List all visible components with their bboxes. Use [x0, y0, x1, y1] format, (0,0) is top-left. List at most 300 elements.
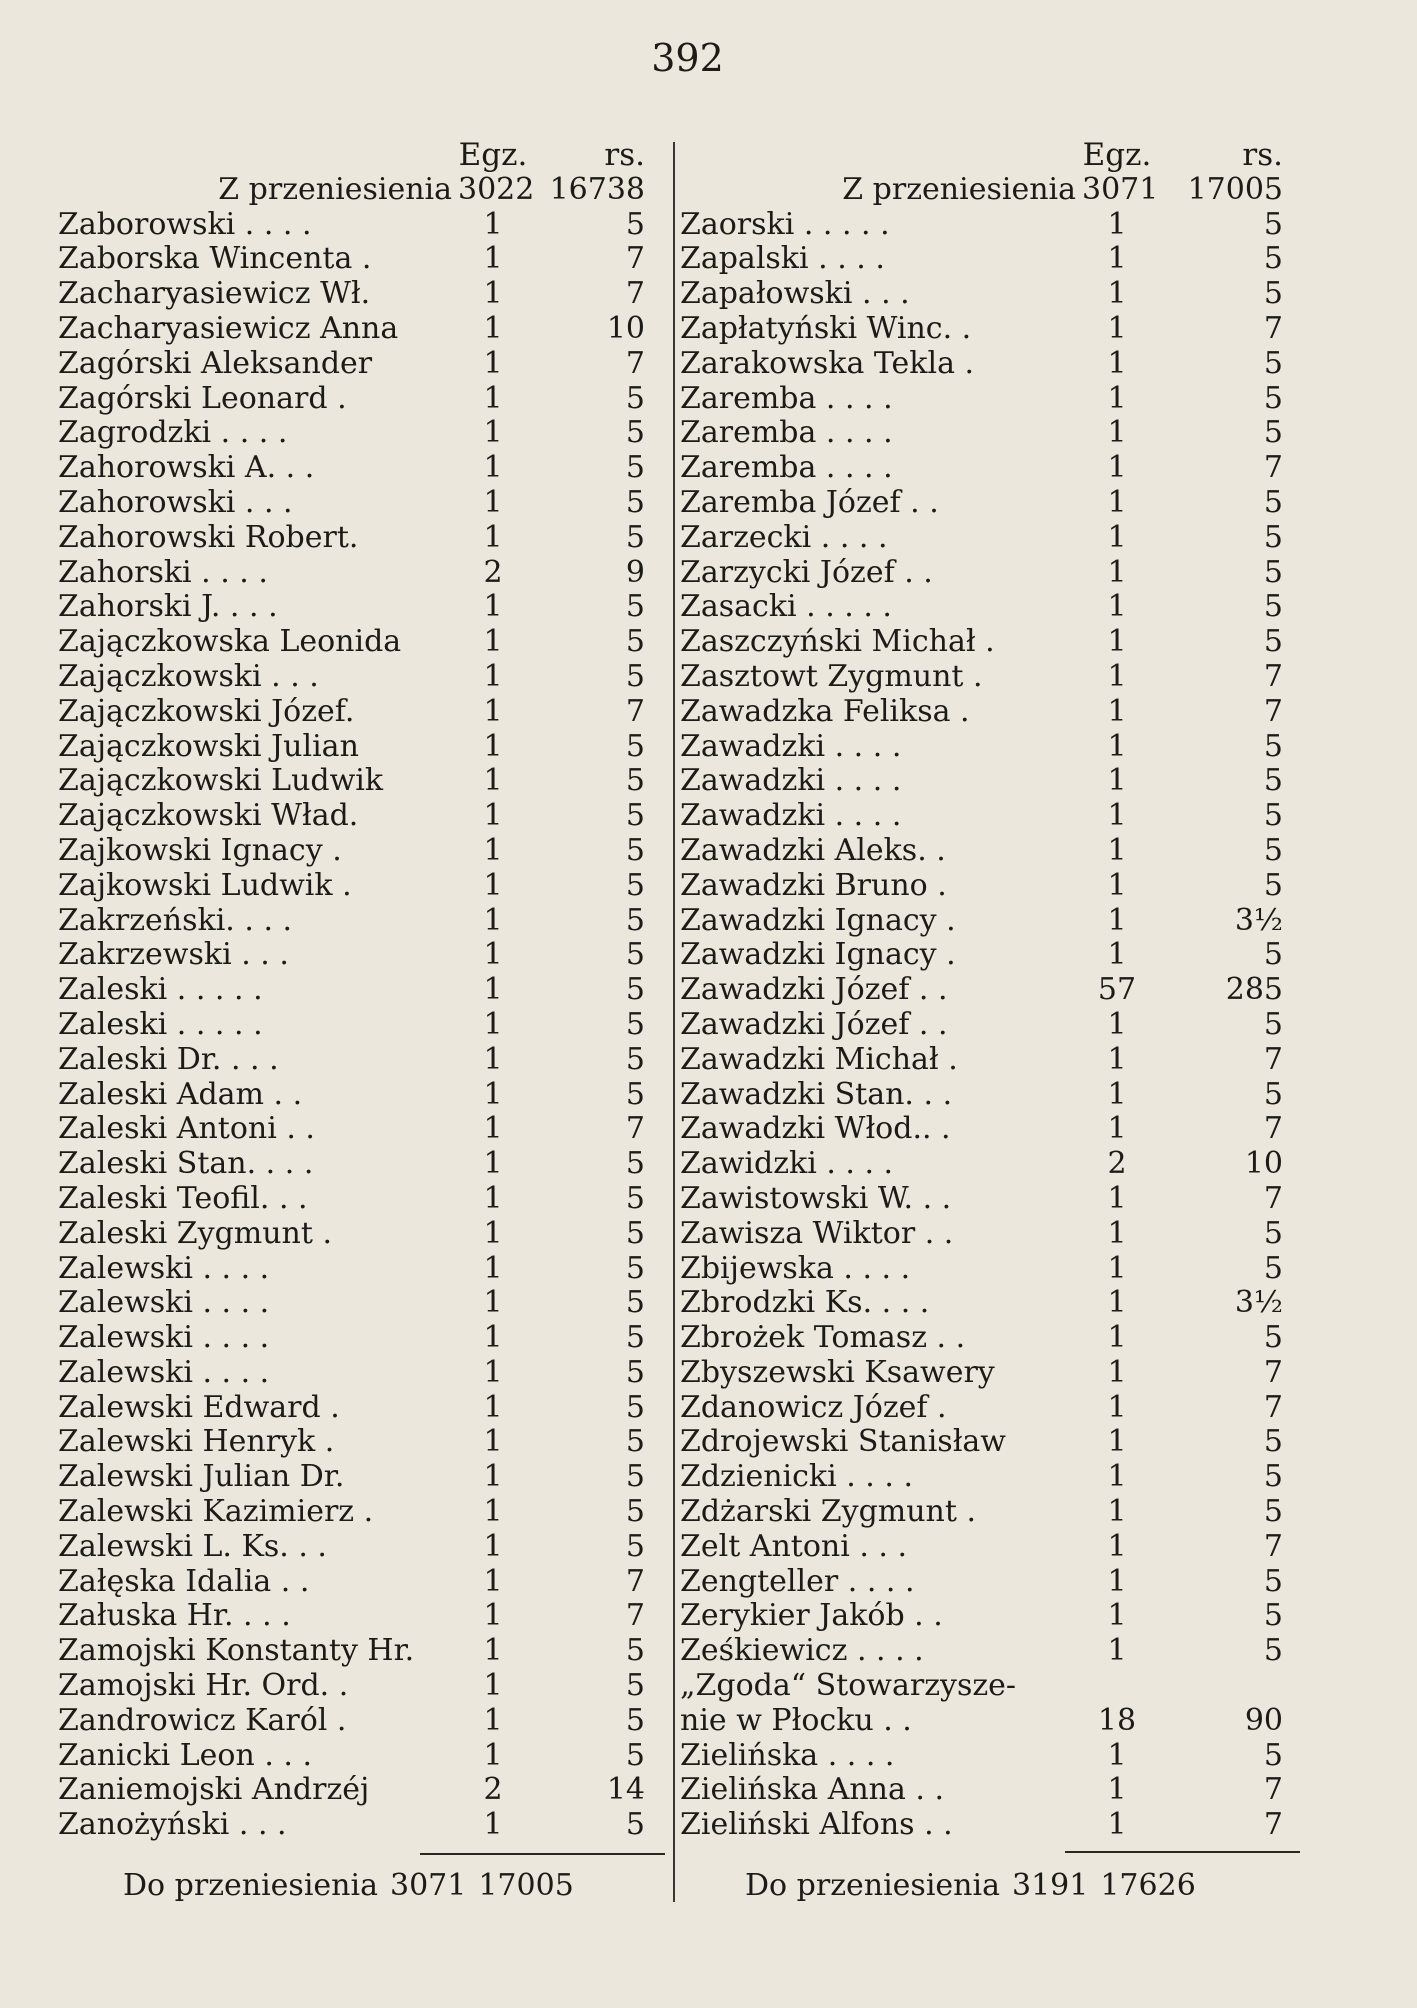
carry-in-egz: 3022	[458, 171, 535, 207]
entry-egz: 1	[483, 1702, 503, 1738]
entry-egz: 1	[483, 832, 503, 868]
entry-rs: 7	[625, 1111, 645, 1147]
entry-rs: 7	[625, 345, 645, 381]
entry-egz: 1	[1107, 937, 1127, 973]
list-item	[680, 1808, 1300, 1843]
entry-name: Zieliński Alfons . .	[680, 1808, 953, 1843]
entry-name: Zajkowski Ludwik .	[58, 868, 352, 903]
entry-rs: 7	[1263, 310, 1283, 346]
entry-name: Zajączkowski Wład.	[58, 799, 359, 834]
entry-name: Zajączkowski Ludwik	[58, 764, 384, 799]
entry-egz: 2	[1107, 1146, 1127, 1182]
list-item	[680, 730, 1300, 765]
list-item	[58, 973, 658, 1008]
entry-egz: 1	[1107, 345, 1127, 381]
entry-rs: 5	[625, 450, 645, 486]
list-item	[680, 869, 1300, 904]
entry-name: Zasacki . . . . .	[680, 590, 892, 625]
list-item	[680, 764, 1300, 799]
carry-out-label: Do przeniesienia	[123, 1868, 378, 1903]
left-carry-out	[123, 1868, 586, 1903]
entry-rs: 5	[625, 658, 645, 694]
list-item	[680, 799, 1300, 834]
entry-rs: 5	[625, 1320, 645, 1356]
entry-rs: 5	[1263, 1494, 1283, 1530]
entry-name: Zawadzki Włod.. .	[680, 1112, 951, 1147]
list-item	[680, 1252, 1300, 1287]
list-item	[680, 1112, 1300, 1147]
right-column	[680, 138, 1300, 1843]
entry-name: Zakrzeński. . . .	[58, 903, 293, 938]
entry-name: Zawidzki . . . .	[680, 1147, 894, 1182]
list-item	[58, 347, 658, 382]
list-item	[680, 486, 1300, 521]
entry-egz: 1	[483, 624, 503, 660]
list-item	[58, 1286, 658, 1321]
entry-egz: 1	[483, 1424, 503, 1460]
entry-name: Zajączkowski . . .	[58, 659, 319, 694]
entry-egz: 1	[1107, 1528, 1127, 1564]
list-item	[680, 1704, 1300, 1739]
entry-rs: 5	[1263, 1215, 1283, 1251]
entry-rs: 10	[1244, 1146, 1283, 1182]
list-item	[58, 451, 658, 486]
egz-header: Egz.	[458, 137, 528, 173]
list-item	[680, 1078, 1300, 1113]
entry-name: Zamojski Konstanty Hr.	[58, 1634, 415, 1669]
list-item	[58, 242, 658, 277]
entry-rs: 7	[1263, 1111, 1283, 1147]
entry-name: Zamojski Hr. Ord. .	[58, 1669, 349, 1704]
entry-rs: 7	[1263, 1354, 1283, 1390]
entry-rs: 5	[1263, 415, 1283, 451]
list-item	[58, 1565, 658, 1600]
entry-egz: 1	[1107, 206, 1127, 242]
list-item	[58, 1252, 658, 1287]
entry-egz: 1	[483, 1563, 503, 1599]
entry-egz: 1	[1107, 1772, 1127, 1808]
entry-name: Zaszczyński Michał .	[680, 625, 995, 660]
entry-egz: 1	[1107, 1111, 1127, 1147]
entry-rs: 7	[1263, 1528, 1283, 1564]
list-item	[680, 1599, 1300, 1634]
entry-rs: 5	[625, 1459, 645, 1495]
entry-egz: 1	[483, 206, 503, 242]
entry-name: Zaborowski . . . .	[58, 207, 312, 242]
list-item	[58, 660, 658, 695]
entry-rs: 5	[1263, 276, 1283, 312]
list-item	[58, 869, 658, 904]
entry-rs: 5	[625, 415, 645, 451]
carry-out-rs: 17626	[1100, 1868, 1196, 1903]
entry-egz: 1	[1107, 554, 1127, 590]
entry-name: Załęska Idalia . .	[58, 1564, 310, 1599]
entry-rs: 9	[625, 554, 645, 590]
entry-egz: 1	[483, 1633, 503, 1669]
entry-rs: 5	[625, 1006, 645, 1042]
entry-name: Zajączkowski Józef.	[58, 694, 355, 729]
entry-rs: 3½	[1234, 1285, 1283, 1321]
entry-name: Zaremba . . . .	[680, 416, 893, 451]
entry-egz: 1	[1107, 798, 1127, 834]
carry-out-label: Do przeniesienia	[745, 1868, 1000, 1903]
entry-egz: 1	[1107, 1633, 1127, 1669]
entry-rs: 285	[1225, 972, 1283, 1008]
left-total-rule	[420, 1853, 665, 1855]
list-item	[680, 1773, 1300, 1808]
list-item	[680, 1495, 1300, 1530]
entry-name: Zahorski J. . . .	[58, 590, 278, 625]
entry-rs: 5	[1263, 798, 1283, 834]
entry-name: Zengteller . . . .	[680, 1564, 915, 1599]
entry-egz: 1	[483, 380, 503, 416]
entry-name: Zawadzki Aleks. .	[680, 833, 946, 868]
carry-in-label: Z przeniesienia	[842, 171, 1076, 207]
entry-rs: 5	[1263, 1006, 1283, 1042]
entry-name: Zelt Antoni . . .	[680, 1529, 908, 1564]
list-item	[680, 590, 1300, 625]
entry-rs: 5	[1263, 1250, 1283, 1286]
entry-name: Zaniemojski Andrzéj	[58, 1773, 370, 1808]
entry-rs: 5	[625, 1250, 645, 1286]
carry-in-label: Z przeniesienia	[218, 171, 452, 207]
entry-egz: 1	[483, 241, 503, 277]
entry-rs: 5	[1263, 867, 1283, 903]
entry-rs: 5	[625, 1041, 645, 1077]
entry-egz: 1	[1107, 1180, 1127, 1216]
list-item	[680, 1669, 1300, 1704]
list-item	[680, 312, 1300, 347]
entry-egz: 1	[1107, 310, 1127, 346]
entry-name: Zalewski . . . .	[58, 1321, 270, 1356]
entry-egz: 1	[483, 1285, 503, 1321]
entry-rs: 5	[625, 1702, 645, 1738]
left-column-header	[58, 138, 658, 173]
list-item	[680, 1286, 1300, 1321]
list-item	[680, 208, 1300, 243]
entry-name: Zacharyasiewicz Wł.	[58, 277, 371, 312]
entry-rs: 14	[606, 1772, 645, 1808]
entry-name: Zarzecki . . . .	[680, 520, 888, 555]
entry-name: Zaborska Wincenta .	[58, 242, 372, 277]
entry-egz: 1	[483, 693, 503, 729]
list-item	[680, 382, 1300, 417]
entry-rs: 5	[625, 484, 645, 520]
entry-name: Zbrodzki Ks. . . .	[680, 1286, 930, 1321]
entry-rs: 5	[625, 1528, 645, 1564]
entry-egz: 1	[483, 763, 503, 799]
entry-egz: 1	[483, 1041, 503, 1077]
entry-name: Zalewski Henryk .	[58, 1425, 335, 1460]
entry-egz: 1	[1107, 1494, 1127, 1530]
list-item	[58, 1112, 658, 1147]
entry-name: Zajączkowska Leonida	[58, 625, 402, 660]
entry-rs: 5	[625, 1146, 645, 1182]
entry-egz: 1	[1107, 241, 1127, 277]
entry-name: Zawadzki Stan. . .	[680, 1077, 953, 1112]
entry-name: Zandrowicz Karól .	[58, 1703, 347, 1738]
list-item	[680, 556, 1300, 591]
list-item	[58, 938, 658, 973]
entry-rs: 5	[625, 902, 645, 938]
entry-rs: 5	[625, 1215, 645, 1251]
entry-rs: 5	[1263, 519, 1283, 555]
entry-name: Zawadzki Michał .	[680, 1042, 958, 1077]
right-column-header	[680, 138, 1300, 173]
entry-name: Zdzienicki . . . .	[680, 1460, 913, 1495]
entry-rs: 5	[1263, 832, 1283, 868]
entry-egz: 1	[1107, 1041, 1127, 1077]
entry-egz: 1	[483, 1146, 503, 1182]
list-item	[58, 730, 658, 765]
carry-out-egz: 3191	[1011, 1868, 1089, 1903]
entry-rs: 5	[625, 1424, 645, 1460]
list-item	[58, 1530, 658, 1565]
entry-name: Zagórski Leonard .	[58, 381, 347, 416]
list-item	[58, 1460, 658, 1495]
list-item	[680, 1425, 1300, 1460]
entry-rs: 5	[625, 519, 645, 555]
list-item	[58, 1217, 658, 1252]
entry-name: Zahorowski A. . .	[58, 451, 315, 486]
entry-egz: 1	[1107, 1354, 1127, 1390]
list-item	[680, 521, 1300, 556]
entry-rs: 7	[1263, 1389, 1283, 1425]
list-item	[58, 1182, 658, 1217]
entry-rs: 5	[1263, 345, 1283, 381]
entry-egz: 1	[483, 937, 503, 973]
entry-rs: 5	[1263, 1563, 1283, 1599]
list-item	[680, 904, 1300, 939]
list-item	[58, 764, 658, 799]
entry-name: Zaremba . . . .	[680, 451, 893, 486]
entry-rs: 7	[625, 1563, 645, 1599]
right-entries	[680, 208, 1300, 1843]
entry-name: „Zgoda“ Stowarzysze-	[680, 1669, 1017, 1704]
entry-rs: 5	[625, 867, 645, 903]
entry-rs: 5	[1263, 554, 1283, 590]
entry-rs: 3½	[1234, 902, 1283, 938]
entry-name: Zawistowski W. . .	[680, 1181, 952, 1216]
entry-name: Zbyszewski Ksawery	[680, 1355, 995, 1390]
entry-egz: 1	[483, 1807, 503, 1843]
entry-rs: 7	[625, 693, 645, 729]
entry-egz: 1	[1107, 589, 1127, 625]
entry-rs: 5	[1263, 1459, 1283, 1495]
entry-egz: 57	[1097, 972, 1137, 1008]
list-item	[680, 416, 1300, 451]
list-item	[680, 277, 1300, 312]
list-item	[58, 382, 658, 417]
entry-egz: 1	[1107, 450, 1127, 486]
entry-name: Zawadzki Józef . .	[680, 1007, 948, 1042]
entry-egz: 1	[1107, 624, 1127, 660]
entry-egz: 1	[1107, 519, 1127, 555]
left-carry-in	[58, 173, 658, 208]
entry-rs: 5	[1263, 1633, 1283, 1669]
entry-name: Zalewski . . . .	[58, 1355, 270, 1390]
entry-rs: 5	[625, 206, 645, 242]
entry-rs: 7	[625, 241, 645, 277]
entry-rs: 5	[625, 728, 645, 764]
entry-name: Zapłatyński Winc. .	[680, 311, 972, 346]
entry-name: Zielińska Anna . .	[680, 1773, 945, 1808]
left-column	[58, 138, 658, 1843]
entry-name: Załuska Hr. . . .	[58, 1599, 291, 1634]
entry-rs: 5	[625, 1285, 645, 1321]
entry-name: Zalewski . . . .	[58, 1251, 270, 1286]
entry-rs: 7	[1263, 693, 1283, 729]
entry-name: Zaleski Antoni . .	[58, 1112, 315, 1147]
entry-rs: 5	[1263, 1320, 1283, 1356]
entry-name: Zaleski Stan. . . .	[58, 1147, 314, 1182]
carry-in-rs: 17005	[1187, 171, 1283, 207]
entry-name: Zdanowicz Józef .	[680, 1390, 947, 1425]
entry-name: Zacharyasiewicz Anna	[58, 311, 399, 346]
entry-rs: 5	[625, 1076, 645, 1112]
entry-name: Zaleski Zygmunt .	[58, 1216, 332, 1251]
entry-egz: 1	[483, 1180, 503, 1216]
entry-egz: 1	[483, 867, 503, 903]
carry-in-rs: 16738	[549, 171, 645, 207]
entry-rs: 5	[625, 1180, 645, 1216]
entry-name: Zagrodzki . . . .	[58, 416, 288, 451]
list-item	[58, 277, 658, 312]
list-item	[58, 312, 658, 347]
entry-rs: 7	[1263, 1807, 1283, 1843]
entry-name: Zalewski Edward .	[58, 1390, 340, 1425]
entry-rs: 5	[1263, 937, 1283, 973]
entry-name: Zahorowski Robert.	[58, 520, 359, 555]
list-item	[58, 1634, 658, 1669]
list-item	[58, 1704, 658, 1739]
entry-name: Zdżarski Zygmunt .	[680, 1495, 977, 1530]
entry-rs: 7	[1263, 1180, 1283, 1216]
list-item	[58, 1147, 658, 1182]
entry-name: Zaleski . . . . .	[58, 973, 263, 1008]
entry-rs: 5	[1263, 241, 1283, 277]
entry-egz: 1	[483, 1494, 503, 1530]
entry-rs: 5	[625, 1633, 645, 1669]
entry-egz: 1	[483, 1668, 503, 1704]
entry-egz: 1	[483, 589, 503, 625]
egz-header: Egz.	[1082, 137, 1152, 173]
entry-egz: 1	[483, 1459, 503, 1495]
page-number: 392	[651, 36, 724, 80]
entry-name: Zalewski . . . .	[58, 1286, 270, 1321]
entry-rs: 7	[1263, 658, 1283, 694]
list-item	[680, 938, 1300, 973]
entry-egz: 1	[483, 415, 503, 451]
entry-egz: 1	[483, 1006, 503, 1042]
entry-name: Zalewski Kazimierz .	[58, 1495, 374, 1530]
entry-egz: 1	[1107, 902, 1127, 938]
entry-name: Zapalski . . . .	[680, 242, 885, 277]
list-item	[680, 695, 1300, 730]
entry-egz: 1	[1107, 484, 1127, 520]
entry-name: Zanicki Leon . . .	[58, 1738, 313, 1773]
entry-name: Zagórski Aleksander	[58, 346, 373, 381]
carry-in-egz: 3071	[1082, 171, 1159, 207]
entry-rs: 5	[1263, 1424, 1283, 1460]
entry-egz: 1	[1107, 415, 1127, 451]
entry-rs: 5	[1263, 380, 1283, 416]
entry-name: Zajkowski Ignacy .	[58, 833, 342, 868]
entry-name: Zawadzki Józef . .	[680, 973, 948, 1008]
list-item	[680, 660, 1300, 695]
entry-egz: 1	[1107, 1006, 1127, 1042]
entry-name: Zaremba Józef . .	[680, 485, 939, 520]
entry-rs: 5	[1263, 1076, 1283, 1112]
list-item	[58, 1356, 658, 1391]
list-item	[58, 590, 658, 625]
entry-egz: 1	[1107, 1285, 1127, 1321]
list-item	[680, 1460, 1300, 1495]
entry-rs: 5	[625, 798, 645, 834]
entry-egz: 1	[483, 345, 503, 381]
entry-egz: 1	[1107, 763, 1127, 799]
rs-header: rs.	[604, 137, 645, 173]
left-entries	[58, 208, 658, 1843]
entry-name: Zalewski Julian Dr.	[58, 1460, 345, 1495]
entry-egz: 1	[1107, 276, 1127, 312]
entry-name: Zawadzki . . . .	[680, 799, 902, 834]
entry-egz: 1	[483, 1528, 503, 1564]
entry-rs: 7	[1263, 1772, 1283, 1808]
list-item	[58, 486, 658, 521]
entry-egz: 1	[1107, 1320, 1127, 1356]
list-item	[58, 695, 658, 730]
list-item	[58, 799, 658, 834]
list-item	[680, 1634, 1300, 1669]
list-item	[58, 556, 658, 591]
entry-egz: 1	[483, 658, 503, 694]
entry-egz: 1	[483, 450, 503, 486]
entry-rs: 5	[625, 1668, 645, 1704]
entry-egz: 1	[483, 902, 503, 938]
list-item	[58, 1078, 658, 1113]
right-carry-out	[745, 1868, 1208, 1903]
entry-rs: 5	[625, 1389, 645, 1425]
entry-name: Zasztowt Zygmunt .	[680, 659, 983, 694]
entry-rs: 5	[625, 937, 645, 973]
list-item	[680, 1739, 1300, 1774]
list-item	[58, 1669, 658, 1704]
entry-name: Zahorski . . . .	[58, 555, 268, 590]
entry-rs: 5	[625, 972, 645, 1008]
list-item	[680, 1391, 1300, 1426]
list-item	[680, 1182, 1300, 1217]
list-item	[680, 973, 1300, 1008]
entry-egz: 1	[483, 1250, 503, 1286]
list-item	[58, 904, 658, 939]
entry-rs: 5	[1263, 763, 1283, 799]
entry-name: Zawadzka Feliksa .	[680, 694, 970, 729]
list-item	[58, 1739, 658, 1774]
entry-egz: 1	[1107, 1563, 1127, 1599]
entry-name: Zarakowska Tekla .	[680, 346, 975, 381]
entry-egz: 1	[483, 1111, 503, 1147]
entry-name: nie w Płocku . .	[680, 1703, 912, 1738]
list-item	[58, 1773, 658, 1808]
entry-rs: 5	[625, 1807, 645, 1843]
entry-name: Zalewski L. Ks. . .	[58, 1529, 327, 1564]
entry-rs: 7	[1263, 450, 1283, 486]
entry-name: Zerykier Jakób . .	[680, 1599, 943, 1634]
entry-rs: 5	[625, 1737, 645, 1773]
entry-egz: 1	[483, 1389, 503, 1425]
entry-name: Zawadzki . . . .	[680, 729, 902, 764]
